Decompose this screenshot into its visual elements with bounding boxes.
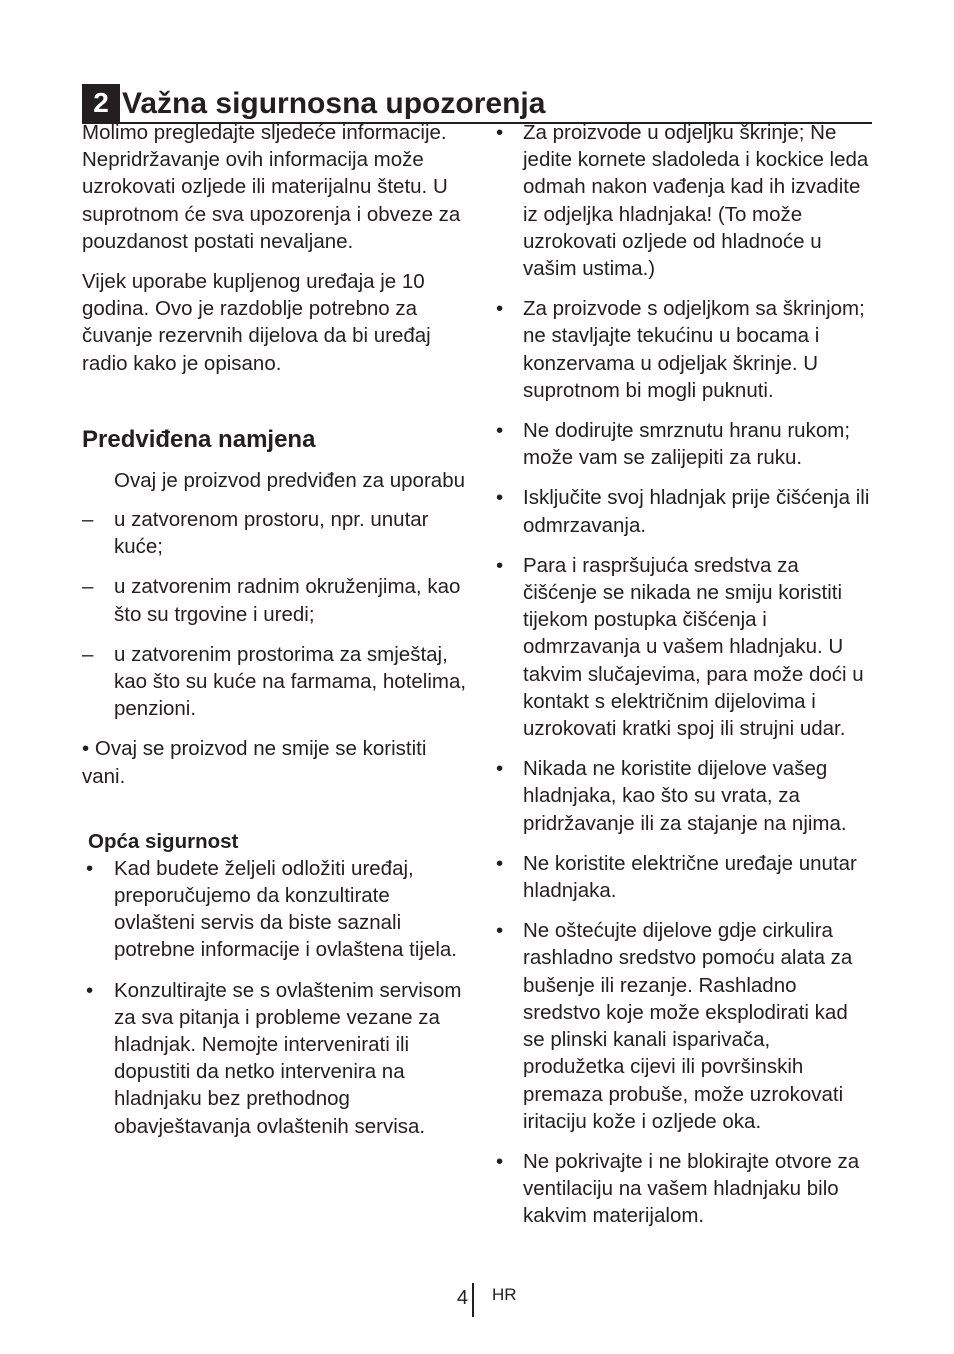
list-item-text: Za proizvode u odjeljku škrinje; Ne jedite kornete sladoleda i kockice leda odmah nakon vađenja kad ih izvadite iz odjeljka hladnjaka! (To može uzrokovati ozljede od hladnoće u vašim ustima.) xyxy=(523,121,869,281)
bullet-marker: • xyxy=(496,1149,504,1173)
list-item xyxy=(82,573,474,627)
outdoor-note: • Ovaj se proizvod ne smije se koristiti vani. xyxy=(82,737,427,788)
page-title: Važna sigurnosna upozorenja xyxy=(122,87,546,120)
list-item-text: Ne dodirujte smrznutu hranu rukom; može vam se zalijepiti za ruku. xyxy=(523,419,851,470)
bullet-marker: • xyxy=(496,297,504,321)
list-item-text: Ne koristite električne uređaje unutar hladnjaka. xyxy=(523,851,857,903)
left-column xyxy=(82,119,474,1153)
list-item xyxy=(82,855,474,964)
list-item xyxy=(492,850,874,904)
intended-use-intro: Ovaj je proizvod predviđen za uporabu xyxy=(114,468,465,492)
bullet-marker: • xyxy=(86,978,94,1002)
chapter-header xyxy=(82,84,872,124)
bullet-marker: • xyxy=(496,486,504,510)
language-code: HR xyxy=(492,1285,517,1304)
dash-marker: – xyxy=(82,575,94,599)
intended-use-list xyxy=(82,506,474,722)
bullet-marker: • xyxy=(496,851,504,875)
footer-divider xyxy=(472,1283,474,1317)
list-item-text: Za proizvode s odjeljkom sa škrinjom; ne stavljajte tekućinu u bocama i konzervama u odjeljak škrinje. U suprotnom bi mogli puknuti. xyxy=(523,297,865,402)
list-item-text: Isključite svoj hladnjak prije čišćenja ili odmrzavanja. xyxy=(523,486,870,537)
list-item xyxy=(492,1148,874,1230)
list-item-text: Ne oštećujte dijelove gdje cirkulira rashladno sredstvo pomoću alata za bušenje ili rezanje. Rashladno sredstvo koje može eksplodirati kad se plinski kanali isparivača, produžetka cijevi ili površinskih premaza probuše, može uzrokovati iritaciju kože i ozljede oka. xyxy=(523,919,853,1133)
general-safety-list xyxy=(82,855,474,1140)
list-item-text: Konzultirajte se s ovlaštenim servisom za sva pitanja i probleme vezane za hladnjak. Nemojte intervenirati ili dopustiti da netko intervenira na hladnjaku bez prethodnog obavještavanja ovlaštenih servisa. xyxy=(114,978,462,1138)
bullet-marker: • xyxy=(496,419,504,443)
lifetime-paragraph: Vijek uporabe kupljenog uređaja je 10 godina. Ovo je razdoblje potrebno za čuvanje rezervnih dijelova da bi uređaj radio kako je opisano. xyxy=(82,270,431,375)
bullet-marker: • xyxy=(496,919,504,943)
list-item-text: u zatvorenim radnim okruženjima, kao što su trgovine i uredi; xyxy=(114,575,461,626)
intro-paragraph: Molimo pregledajte sljedeće informacije. Nepridržavanje ovih informacija može uzrokovati ozljede ili materijalnu štetu. U suprotnom će sva upozorenja i obveze za pouzdanost postati nevaljane. xyxy=(82,121,461,253)
list-item xyxy=(492,119,874,282)
list-item-text: Kad budete željeli odložiti uređaj, preporučujemo da konzultirate ovlašteni servis da biste saznali potrebne informacije i ovlaštena tijela. xyxy=(114,856,457,962)
bullet-marker: • xyxy=(86,856,94,880)
page-number: 4 xyxy=(456,1287,468,1309)
general-safety-heading: Opća sigurnost xyxy=(88,829,239,853)
list-item xyxy=(492,755,874,837)
list-item-text: Para i raspršujuća sredstva za čišćenje se nikada ne smiju koristiti tijekom postupka čišćenja i odmrzavanja u vašem hladnjaku. U takvim slučajevima, para može doći u kontakt s električnim dijelovima i uzrokovati kratki spoj ili strujni udar. xyxy=(523,553,864,741)
list-item xyxy=(492,484,874,538)
bullet-marker: • xyxy=(496,757,504,781)
list-item-text: Nikada ne koristite dijelove vašeg hladnjaka, kao što su vrata, za pridržavanje ili za stajanje na njima. xyxy=(523,757,847,835)
list-item-text: u zatvorenom prostoru, npr. unutar kuće; xyxy=(114,508,429,559)
safety-warnings-list xyxy=(492,119,874,1230)
bullet-marker: • xyxy=(496,553,504,577)
chapter-number-badge: 2 xyxy=(82,84,120,122)
list-item xyxy=(492,295,874,404)
list-item xyxy=(82,977,474,1140)
intended-use-heading: Predviđena namjena xyxy=(82,425,316,453)
list-item xyxy=(82,506,474,560)
right-column xyxy=(492,119,874,1243)
list-item xyxy=(82,641,474,723)
list-item-text: Ne pokrivajte i ne blokirajte otvore za ventilaciju na vašem hladnjaku bilo kakvim materijalom. xyxy=(523,1149,860,1228)
dash-marker: – xyxy=(82,508,94,532)
list-item xyxy=(492,417,874,471)
list-item xyxy=(492,552,874,742)
list-item xyxy=(492,917,874,1135)
list-item-text: u zatvorenim prostorima za smještaj, kao što su kuće na farmama, hotelima, penzioni. xyxy=(114,642,467,721)
dash-marker: – xyxy=(82,642,94,666)
bullet-marker: • xyxy=(496,121,504,144)
